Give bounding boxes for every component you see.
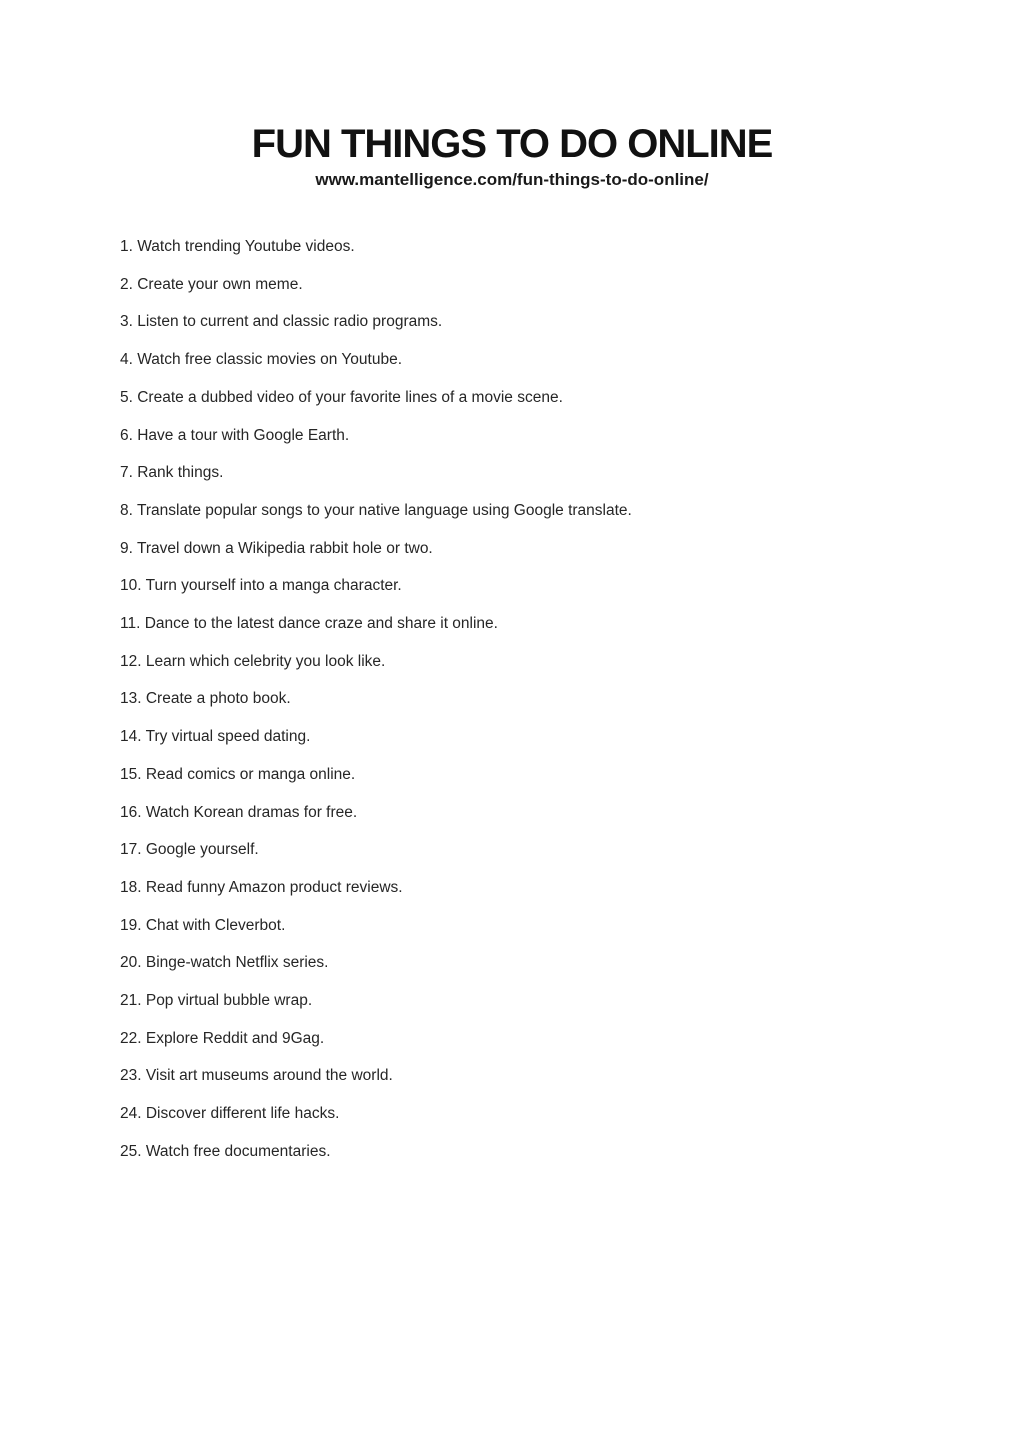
list-item: 2. Create your own meme.	[120, 275, 303, 293]
page-title: FUN THINGS TO DO ONLINE	[251, 122, 773, 166]
list-item: 17. Google yourself.	[120, 841, 259, 859]
list-item: 23. Visit art museums around the world.	[120, 1067, 393, 1085]
list-item: 8. Translate popular songs to your native language using Google translate.	[120, 501, 632, 519]
list-item: 16. Watch Korean dramas for free.	[120, 803, 358, 821]
list-item: 13. Create a photo book.	[120, 690, 291, 708]
list-item: 6. Have a tour with Google Earth.	[120, 426, 350, 444]
list-item: 9. Travel down a Wikipedia rabbit hole or two.	[120, 539, 433, 557]
list-item: 15. Read comics or manga online.	[120, 765, 356, 783]
list-item: 1. Watch trending Youtube videos.	[120, 238, 355, 255]
list-item: 14. Try virtual speed dating.	[120, 728, 311, 746]
document-page	[0, 122, 1024, 1447]
list-item: 20. Binge-watch Netflix series.	[120, 954, 329, 972]
list-item: 3. Listen to current and classic radio programs.	[120, 313, 443, 331]
list-item: 19. Chat with Cleverbot.	[120, 916, 286, 934]
fun-things-list	[0, 228, 1024, 1171]
list-item: 22. Explore Reddit and 9Gag.	[120, 1029, 325, 1047]
list-item: 18. Read funny Amazon product reviews.	[120, 878, 403, 896]
list-item: 11. Dance to the latest dance craze and share it online.	[120, 615, 498, 633]
list-item: 4. Watch free classic movies on Youtube.	[120, 351, 403, 369]
list-item: 5. Create a dubbed video of your favorite lines of a movie scene.	[120, 388, 563, 406]
site-url: www.mantelligence.com/fun-things-to-do-online/	[315, 170, 709, 189]
list-item: 25. Watch free documentaries.	[120, 1142, 331, 1160]
list-item: 10. Turn yourself into a manga character.	[120, 577, 402, 595]
list-item: 12. Learn which celebrity you look like.	[120, 652, 386, 670]
list-item: 24. Discover different life hacks.	[120, 1105, 340, 1123]
list-item: 21. Pop virtual bubble wrap.	[120, 992, 313, 1010]
list-item: 7. Rank things.	[120, 464, 224, 482]
document-header	[0, 122, 1024, 192]
